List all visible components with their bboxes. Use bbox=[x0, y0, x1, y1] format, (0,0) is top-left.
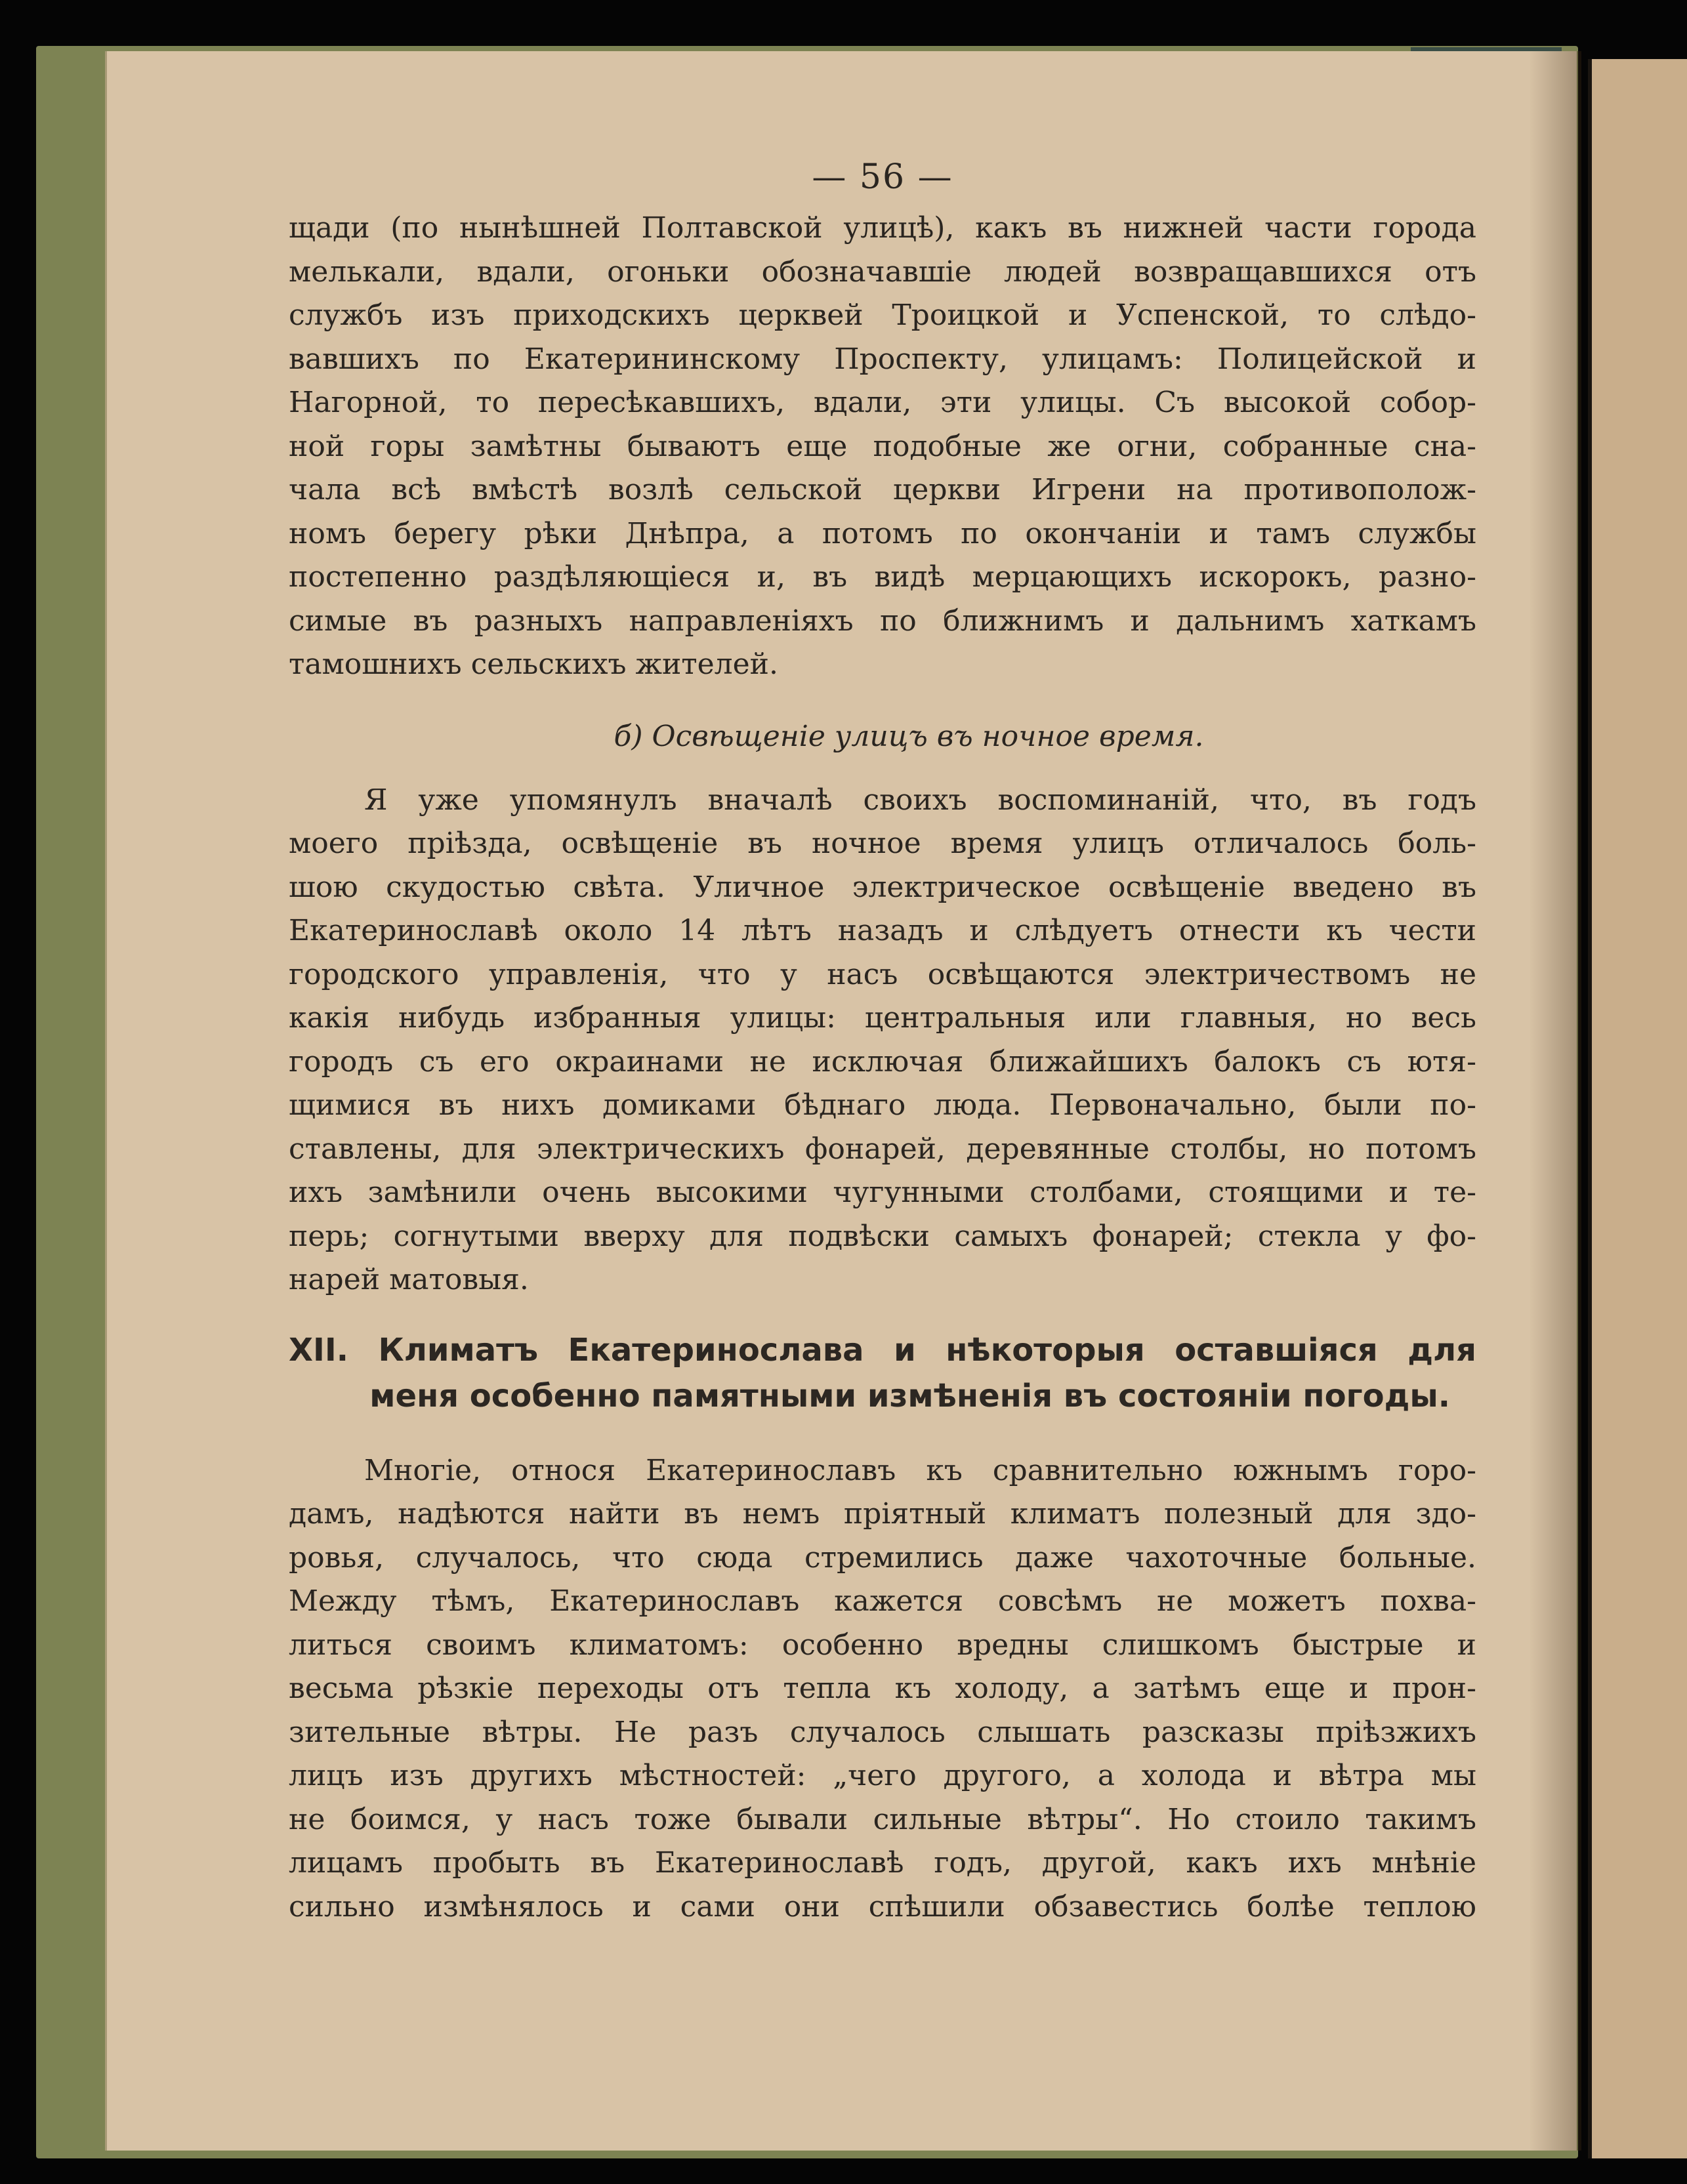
text-line: моего пріѣзда, освѣщеніе въ ночное время улицъ отличалось боль- bbox=[289, 827, 1476, 860]
text-line: литься своимъ климатомъ: особенно вредны слишкомъ быстрые и bbox=[289, 1628, 1476, 1662]
text-line: мелькали, вдали, огоньки обозначавшіе людей возвращавшихся отъ bbox=[289, 255, 1476, 289]
text-line: щимися въ нихъ домиками бѣднаго люда. Первоначально, были по- bbox=[289, 1088, 1476, 1122]
text-line: ной горы замѣтны бываютъ еще подобные же огни, собранные сна- bbox=[289, 429, 1476, 463]
text-line: зительные вѣтры. Не разъ случалось слышать разсказы пріѣзжихъ bbox=[289, 1715, 1476, 1749]
text-line: Я уже упомянулъ вначалѣ своихъ воспоминаній, что, въ годъ bbox=[364, 783, 1476, 817]
paragraph-2 bbox=[289, 779, 1476, 1302]
text-line: Екатеринославѣ около 14 лѣтъ назадъ и слѣдуетъ отнести къ чести bbox=[289, 914, 1476, 947]
chapter-heading-line-1: XII. Климатъ Екатеринослава и нѣкоторыя оставшіяся для bbox=[289, 1331, 1476, 1369]
text-line: щади (по нынѣшней Полтавской улицѣ), какъ въ нижней части города bbox=[289, 211, 1476, 245]
text-line: постепенно раздѣляющіеся и, въ видѣ мерцающихъ искорокъ, разно- bbox=[289, 560, 1476, 594]
text-line: службъ изъ приходскихъ церквей Троицкой и Успенской, то слѣдо- bbox=[289, 299, 1476, 332]
text-line: городъ съ его окраинами не исключая ближайшихъ балокъ съ ютя- bbox=[289, 1044, 1476, 1079]
text-line: ровья, случалось, что сюда стремились даже чахоточные больные. bbox=[289, 1540, 1476, 1575]
text-line: нарей матовыя. bbox=[289, 1263, 529, 1296]
text-line: перь; согнутыми вверху для подвѣски самыхъ фонарей; стекла у фо- bbox=[289, 1219, 1476, 1253]
paragraph-1 bbox=[289, 207, 1476, 687]
page-text bbox=[289, 148, 1476, 1929]
text-line: не боимся, у насъ тоже бывали сильные вѣтры“. Но стоило такимъ bbox=[289, 1802, 1476, 1836]
text-line: чала всѣ вмѣстѣ возлѣ сельской церкви Игрени на противополож- bbox=[289, 473, 1476, 506]
text-line: ставлены, для электрическихъ фонарей, деревянные столбы, но потомъ bbox=[289, 1132, 1476, 1166]
text-line: вавшихъ по Екатерининскому Проспекту, улицамъ: Полицейской и bbox=[289, 342, 1476, 376]
chapter-heading-line-2: меня особенно памятными измѣненія въ состояніи погоды. bbox=[369, 1377, 1450, 1414]
text-line: лицъ изъ другихъ мѣстностей: „чего другого, а холода и вѣтра мы bbox=[289, 1759, 1476, 1792]
paragraph-3 bbox=[289, 1449, 1476, 1929]
chapter-heading bbox=[289, 1327, 1476, 1419]
text-line: городского управленія, что у насъ освѣщаются электричествомъ не bbox=[289, 957, 1476, 991]
text-line: симые въ разныхъ направленіяхъ по ближнимъ и дальнимъ хаткамъ bbox=[289, 604, 1476, 638]
adjacent-page bbox=[1588, 59, 1687, 2158]
text-line: весьма рѣзкіе переходы отъ тепла къ холоду, а затѣмъ еще и прон- bbox=[289, 1672, 1476, 1705]
text-line: Многіе, относя Екатеринославъ къ сравнительно южнымъ горо- bbox=[364, 1453, 1476, 1487]
text-line: тамошнихъ сельскихъ жителей. bbox=[289, 648, 778, 681]
page-number: — 56 — bbox=[812, 157, 953, 197]
text-line: шою скудостью свѣта. Уличное электрическое освѣщеніе введено въ bbox=[289, 870, 1476, 904]
text-line: дамъ, надѣются найти въ немъ пріятный климатъ полезный для здо- bbox=[289, 1497, 1476, 1531]
text-line: Нагорной, то пересѣкавшихъ, вдали, эти улицы. Съ высокой собор- bbox=[289, 386, 1476, 419]
section-subheading: б) Освѣщеніе улицъ въ ночное время. bbox=[614, 719, 1204, 753]
text-line: ихъ замѣнили очень высокими чугунными столбами, стоящими и те- bbox=[289, 1176, 1476, 1209]
page-gutter-shadow bbox=[1529, 51, 1581, 2151]
text-line: номъ берегу рѣки Днѣпра, а потомъ по окончаніи и тамъ службы bbox=[289, 516, 1476, 550]
text-line: Между тѣмъ, Екатеринославъ кажется совсѣмъ не можетъ похва- bbox=[289, 1584, 1476, 1618]
text-line: какія нибудь избранныя улицы: центральныя или главныя, но весь bbox=[289, 1001, 1476, 1035]
text-line: лицамъ пробыть въ Екатеринославѣ годъ, другой, какъ ихъ мнѣніе bbox=[289, 1846, 1476, 1880]
text-line: сильно измѣнялось и сами они спѣшили обзавестись болѣе теплою bbox=[289, 1889, 1476, 1924]
